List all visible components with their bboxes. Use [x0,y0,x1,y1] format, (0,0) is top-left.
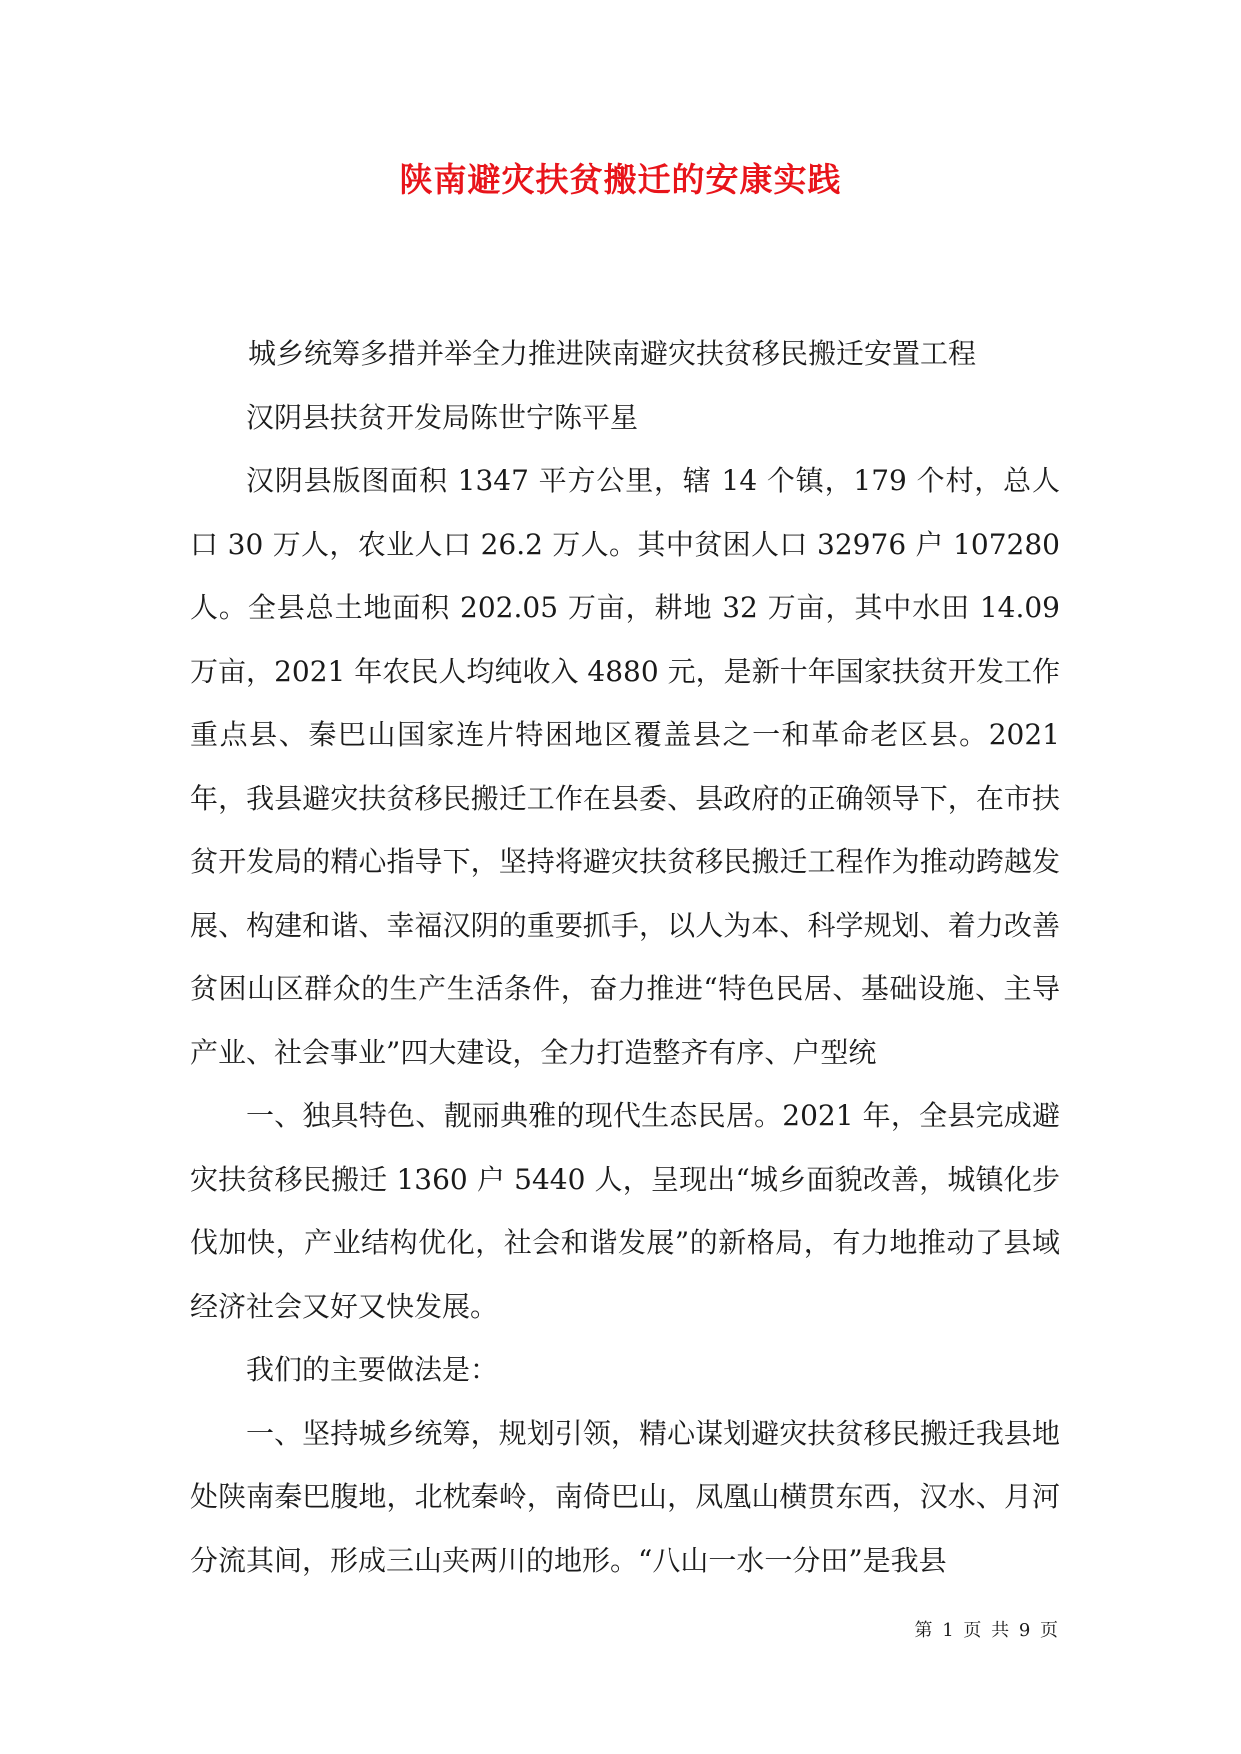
page-number-footer: 第 1 页 共 9 页 [914,1620,1060,1641]
author-line: 汉阴县扶贫开发局陈世宁陈平星 [246,400,639,434]
body-paragraph: 一、坚持城乡统筹，规划引领，精心谋划避灾扶贫移民搬迁我县地处陕南秦巴腹地，北枕秦岭，南倚巴山，凤凰山横贯东西，汉水、月河分流其间，形成三山夹两川的地形。“八山一水一分田”是我县 [190,1416,1060,1577]
body-paragraph: 我们的主要做法是： [246,1353,499,1386]
document-title: 陕南避灾扶贫搬迁的安康实践 [399,160,842,199]
body-paragraph: 一、独具特色、靓丽典雅的现代生态民居。2021 年，全县完成避灾扶贫移民搬迁 1360 户 5440 人，呈现出“城乡面貌改善，城镇化步伐加快，产业结构优化，社会和谐发展”的新格局，有力地推动了县域经济社会又好又快发展。 [190,1099,1060,1323]
body-paragraph: 汉阴县版图面积 1347 平方公里，辖 14 个镇，179 个村，总人口 30 万人，农业人口 26.2 万人。其中贫困人口 32976 户 107280 人。全县总土地面积 202.05 万亩，耕地 32 万亩，其中水田 14.09 万亩，2021 年农民人均纯收入 4880 元，是新十年国家扶贫开发工作重点县、秦巴山国家连片特困地区覆盖县之一和革命老区县。2021 年，我县避灾扶贫移民搬迁工作在县委、县政府的正确领导下，在市扶贫开发局的精心指导下，坚持将避灾扶贫移民搬迁工程作为推动跨越发展、构建和谐、幸福汉阴的重要抓手，以人为本、科学规划、着力改善贫困山区群众的生产生活条件，奋力推进“特色民居、基础设施、主导产业、社会事业”四大建设，全力打造整齐有序、户型统 [190,464,1060,1069]
document-body [190,322,1060,1592]
subtitle-paragraph: 城乡统筹多措并举全力推进陕南避灾扶贫移民搬迁安置工程 [248,337,977,370]
